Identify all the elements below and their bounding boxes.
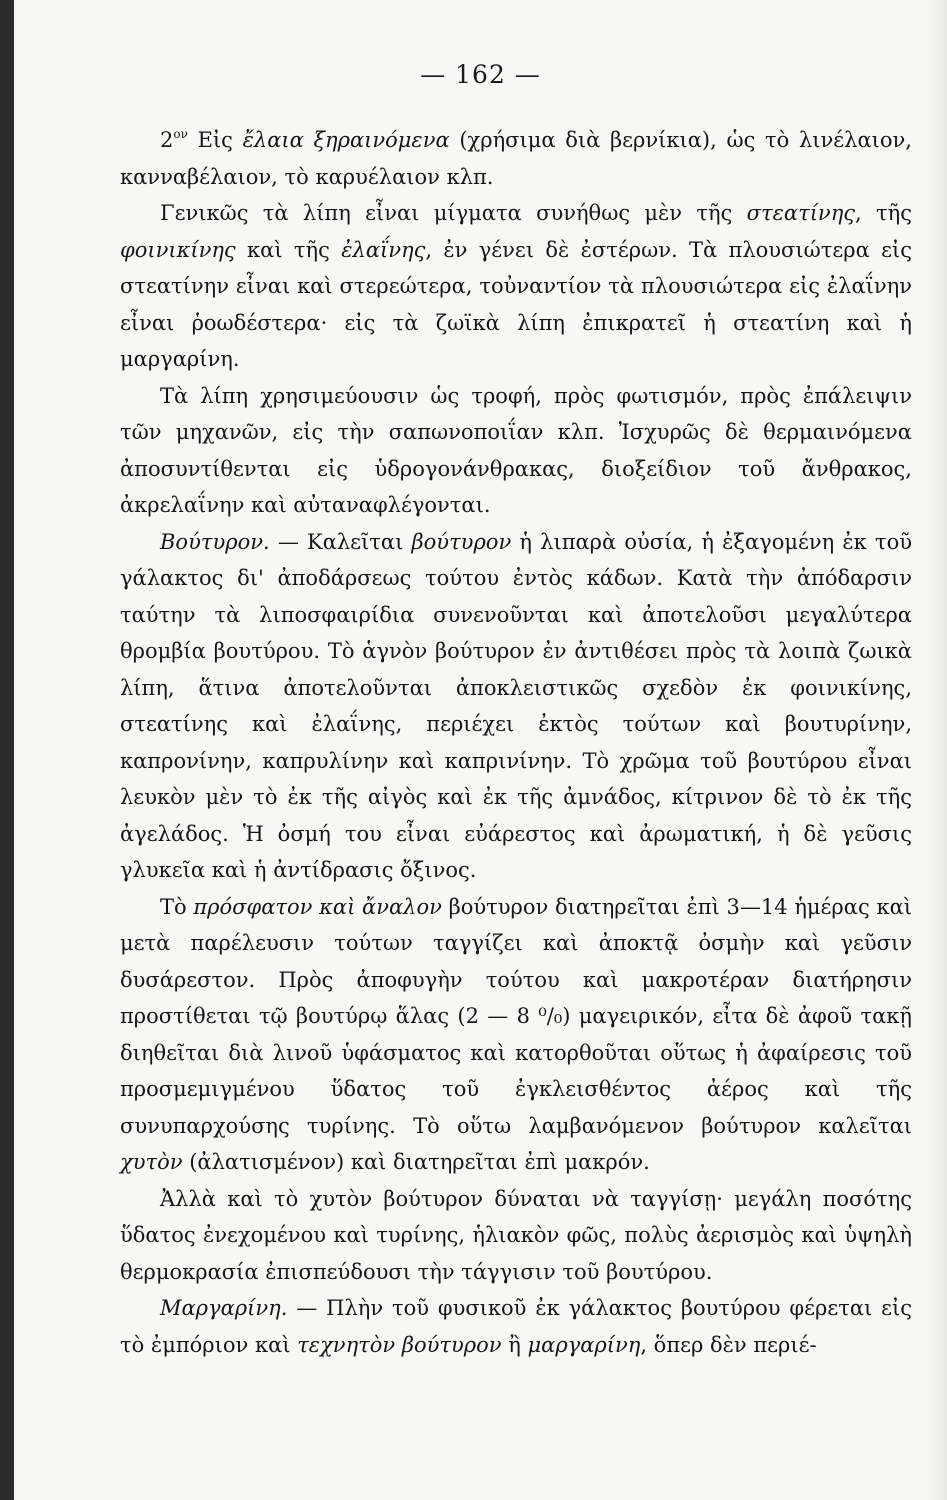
- section-heading-margarine: Μαργαρίνη.: [160, 1296, 288, 1320]
- text-span: — Πλὴν τοῦ φυσικοῦ ἐκ γάλακτος βουτύρου φέρεται εἰς τὸ ἐμπόριον καὶ: [120, 1296, 912, 1357]
- italic-term: βούτυρον: [411, 529, 512, 554]
- text-span: (χρήσιμα διὰ βερνίκια), ὡς τὸ λινέλαιον, κανναβέλαιον, τὸ καρυέλαιον κλπ.: [120, 128, 912, 189]
- italic-term: χυτὸν: [120, 1150, 183, 1174]
- body-text: [120, 122, 912, 1363]
- italic-term: ἔλαια ξηραινόμενα: [242, 128, 450, 152]
- text-span: Γενικῶς τὰ λίπη εἶναι μίγματα συνήθως μὲν τῆς: [160, 201, 747, 225]
- italic-term: πρόσφατον καὶ ἄναλον: [193, 894, 442, 919]
- paragraph-fats-composition: [120, 195, 912, 378]
- italic-term: φοινικίνης: [120, 237, 236, 262]
- text-span: ἢ: [501, 1332, 528, 1357]
- text-span: , ὅπερ δὲν περιέ-: [640, 1332, 817, 1357]
- text-span: , ἐν γένει δὲ ἐστέρων. Τὰ πλουσιώτερα εἰς στεατίνην εἶναι καὶ στερεώτερα, τοὐναντίον τὰ πλουσιώτερα εἰς ἐλαΐνην εἶναι ῥοωδέστερα· εἰς τὰ ζωϊκὰ λίπη ἐπικρατεῖ ἡ στεατίνη καὶ ἡ μαργαρίνη.: [120, 237, 912, 371]
- text-span: Τὸ: [160, 894, 194, 919]
- paragraph-butter: [120, 524, 912, 889]
- page-number: — 162 —: [420, 60, 541, 89]
- text-span: , τῆς: [855, 201, 912, 225]
- text-span: — Καλεῖται: [269, 529, 412, 554]
- italic-term: στεατίνης: [746, 201, 856, 225]
- paragraph-margarine: [120, 1290, 912, 1363]
- italic-term: μαργαρίνη: [527, 1332, 641, 1357]
- paragraph-fats-uses: Τὰ λίπη χρησιμεύουσιν ὡς τροφή, πρὸς φωτισμόν, πρὸς ἐπάλειψιν τῶν μηχανῶν, εἰς τὴν σαπωνοποιΐαν κλπ. Ἰσχυρῶς δὲ θερμαινόμενα ἀποσυντίθενται εἰς ὑδρογονάνθρακας, διοξείδιον τοῦ ἄνθρακος, ἀκρελαΐνην καὶ αὐταναφλέγονται.: [120, 383, 912, 517]
- text-span: ἡ λιπαρὰ οὐσία, ἡ ἐξαγομένη ἐκ τοῦ γάλακτος δι' ἀποδάρσεως τούτου ἐντὸς κάδων. Κατὰ τὴν ἀπόδαρσιν ταύτην τὰ λιποσφαιρίδια συνενοῦνται καὶ ἀποτελοῦσι μεγαλύτερα θρομβία βουτύρου. Τὸ ἁγνὸν βούτυρον ἐν ἀντιθέσει πρὸς τὰ λοιπὰ ζωικὰ λίπη, ἅτινα ἀποτελοῦνται ἀποκλειστικῶς σχεδὸν ἐκ φοινικίνης, στεατίνης καὶ ἐλαΐνης, περιέχει ἐκτὸς τούτων καὶ βουτυρίνην, καπρονίνην, καπρυλίνην καὶ καπρινίνην. Τὸ χρῶμα τοῦ βουτύρου εἶναι λευκὸν μὲν τὸ ἐκ τῆς αἰγὸς καὶ ἐκ τῆς ἀμνάδος, κίτρινον δὲ τὸ ἐκ τῆς ἀγελάδος. Ἡ ὀσμή του εἶναι εὐάρεστος καὶ ἀρωματική, ἡ δὲ γεῦσις γλυκεῖα καὶ ἡ ἀντίδρασις ὄξινος.: [120, 529, 912, 882]
- section-heading-butter: Βούτυρον.: [160, 529, 270, 554]
- text-span: ) μαγειρικόν, εἶτα δὲ ἀφοῦ τακῇ διηθεῖται διὰ λινοῦ ὑφάσματος καὶ κατορθοῦται οὕτως ἡ ἀφαίρεσις τοῦ προσμεμιγμένου ὕδατος τοῦ ἐγκλεισθέντος ἀέρος καὶ τῆς συνυπαρχούσης τυρίνης. Τὸ οὕτω λαμβανόμενον βούτυρον καλεῖται: [120, 1004, 912, 1138]
- italic-term: ἐλαΐνης: [341, 237, 426, 262]
- italic-term: τεχνητὸν βούτυρον: [297, 1332, 502, 1357]
- ordinal-superscript: ον: [173, 127, 188, 141]
- paragraph-butter-preservation: [120, 889, 912, 1181]
- text-span: καὶ τῆς: [235, 237, 342, 262]
- paragraph-rancidity: Ἀλλὰ καὶ τὸ χυτὸν βούτυρον δύναται νὰ ταγγίσῃ· μεγάλη ποσότης ὕδατος ἐνεχομένου καὶ τυρίνης, ἡλιακὸν φῶς, πολὺς ἀερισμὸς καὶ ὑψηλὴ θερμοκρασία ἐπισπεύδουσι τὴν τάγγισιν τοῦ βουτύρου.: [120, 1186, 912, 1284]
- text-span: Εἰς: [187, 128, 243, 152]
- list-number: 2: [160, 128, 174, 152]
- text-span: βούτυρον διατηρεῖται ἐπὶ 3—14 ἡμέρας καὶ μετὰ παρέλευσιν τούτων ταγγίζει καὶ ἀποκτᾷ ὀσμὴν καὶ γεῦσιν δυσάρεστον. Πρὸς ἀποφυγὴν τούτου καὶ μακροτέραν διατήρησιν προστίθεται τῷ βουτύρῳ ἅλας (2 — 8: [120, 894, 912, 1028]
- percent-sign: ⁰/₀: [538, 1004, 563, 1028]
- text-span: (ἀλατισμένον) καὶ διατηρεῖται ἐπὶ μακρόν.: [182, 1150, 650, 1174]
- paragraph-drying-oils: [120, 122, 912, 195]
